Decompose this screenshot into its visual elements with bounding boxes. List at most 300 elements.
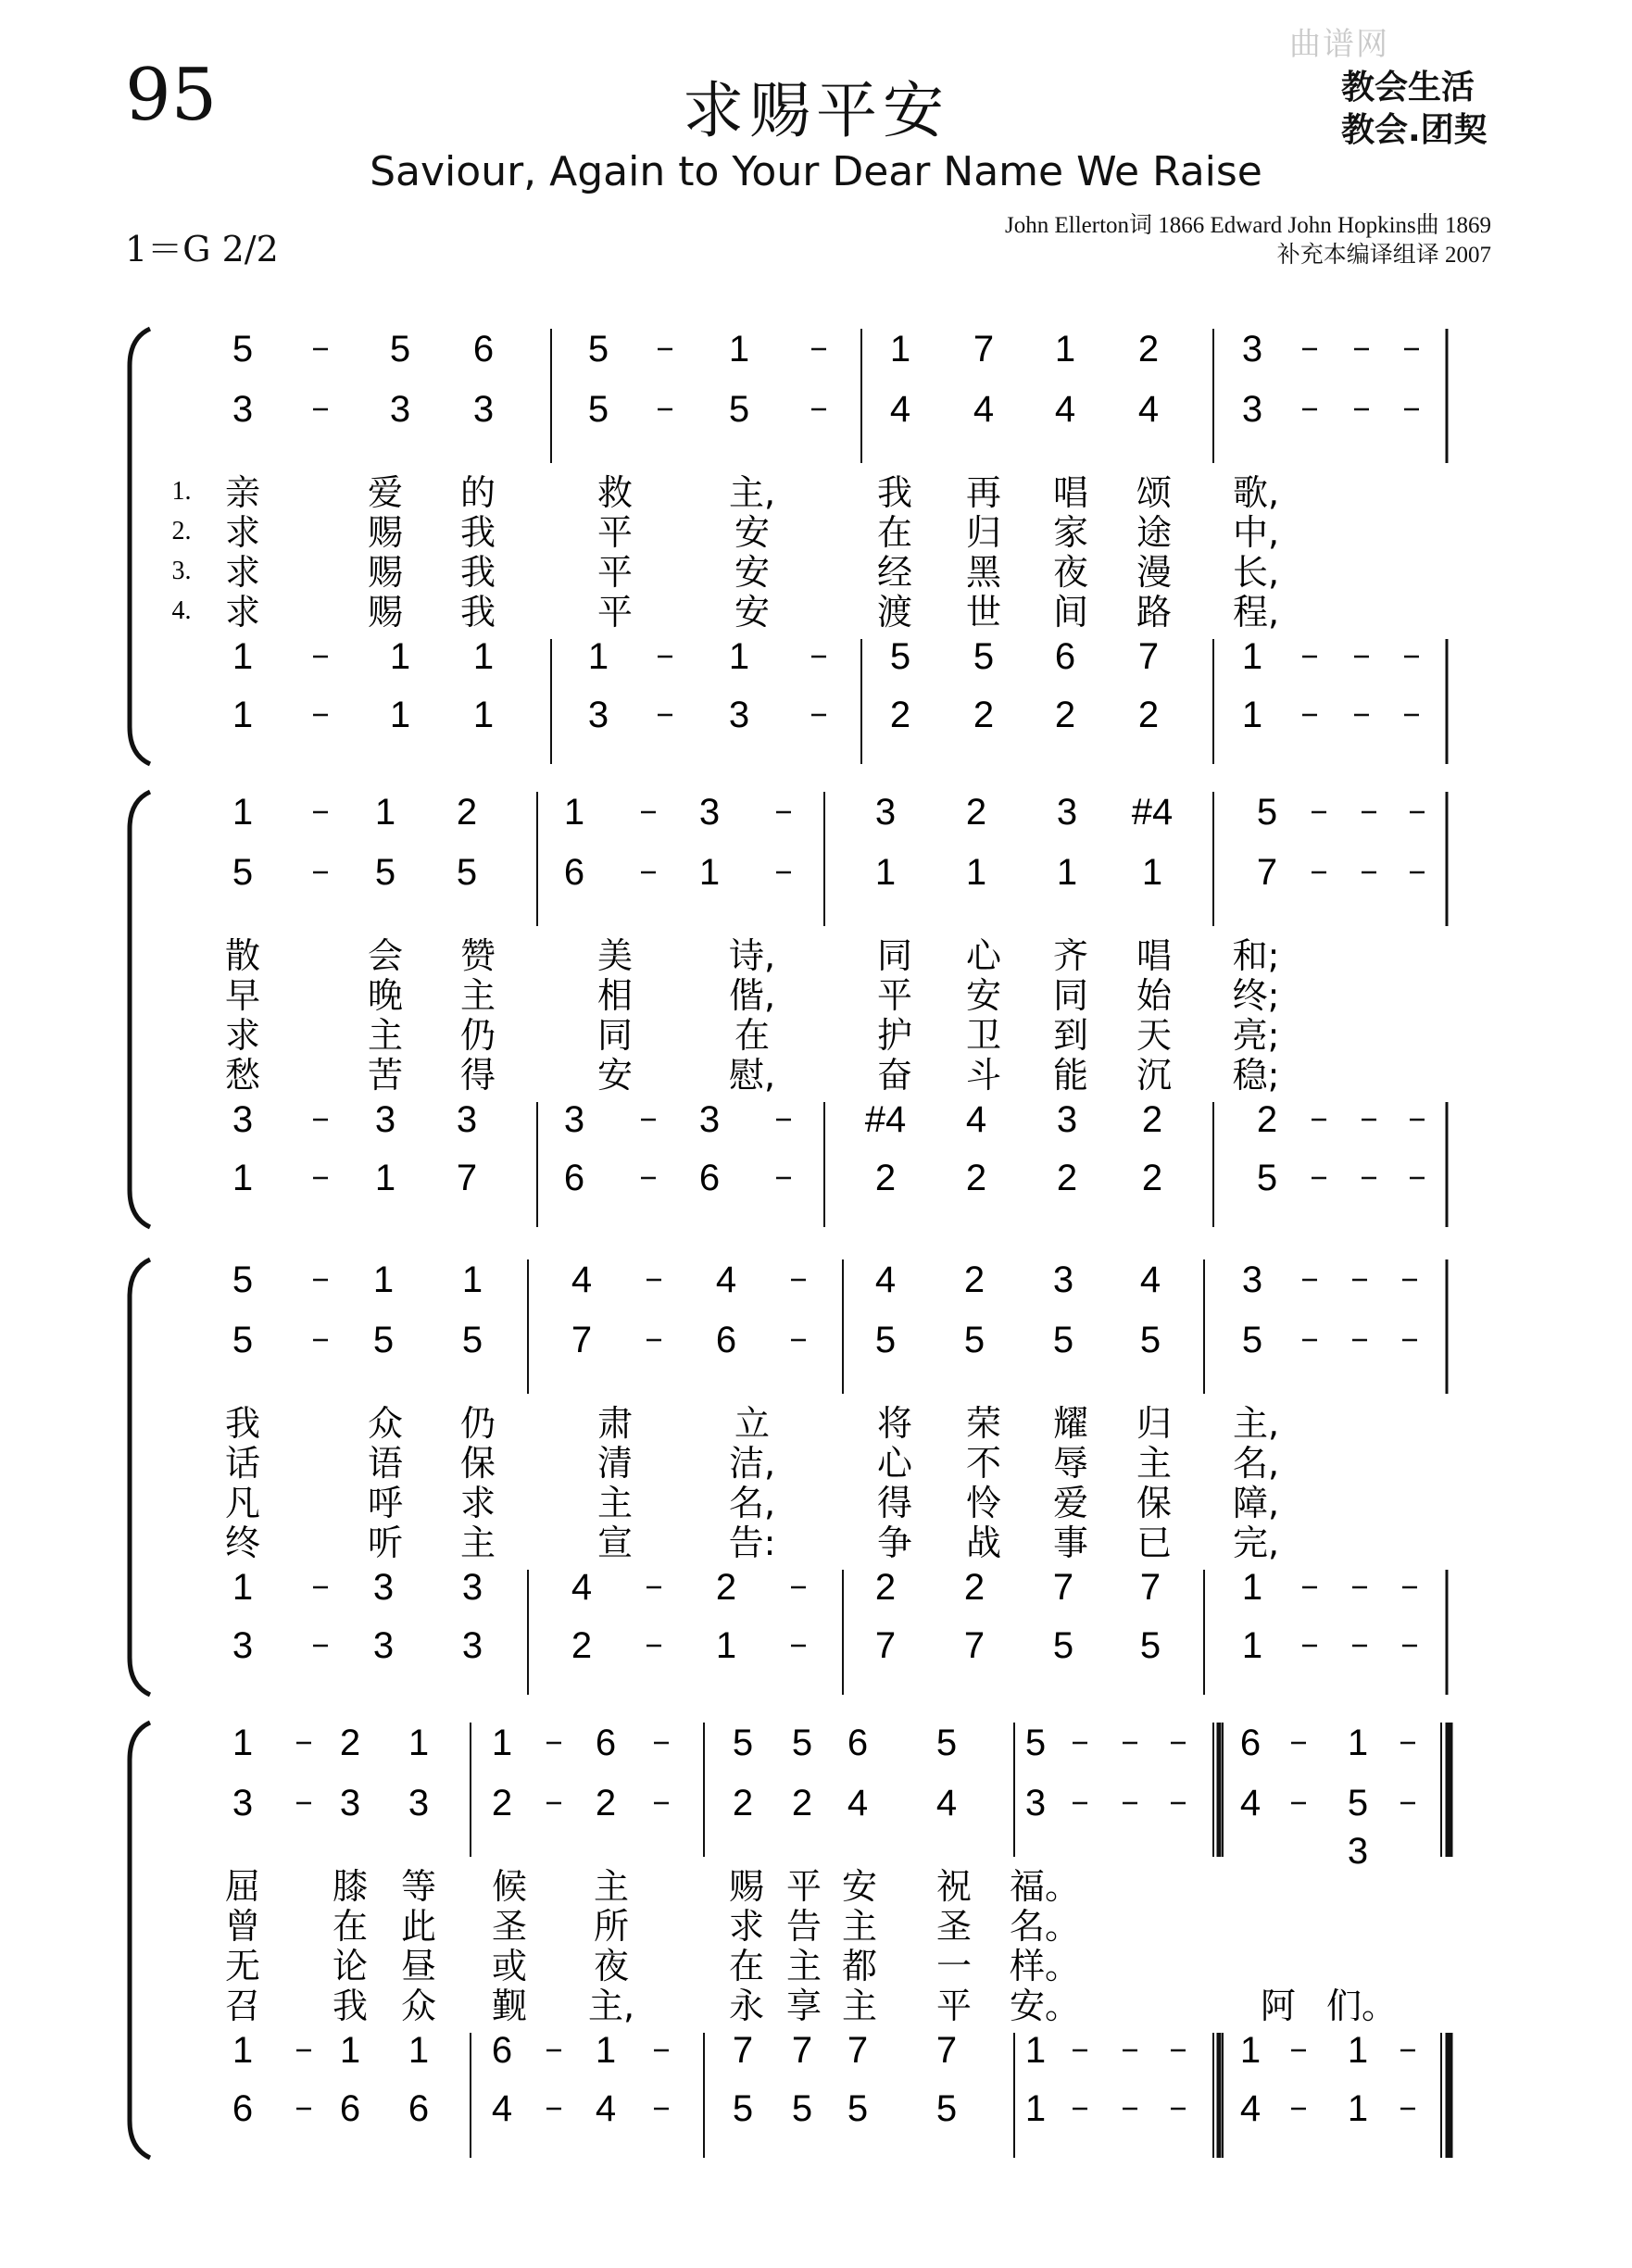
lyric-syllable: 在 <box>332 1906 369 1947</box>
lyric-syllable: 平 <box>876 975 913 1016</box>
soprano-note: 6 <box>1239 1723 1262 1763</box>
bass-note: 5 <box>732 2088 754 2129</box>
lyric-syllable: 事 <box>1052 1522 1089 1563</box>
soprano-note: 5 <box>1256 792 1278 833</box>
lyric-syllable: 慰, <box>728 1055 776 1096</box>
lyric-syllable: 候 <box>491 1866 528 1907</box>
soprano-note: 6 <box>595 1723 617 1763</box>
lyric-syllable: 同 <box>876 935 913 976</box>
lyric-syllable: 渡 <box>876 592 913 633</box>
bass-note: 6 <box>563 1158 585 1198</box>
lyric-syllable: 主, <box>587 1986 635 2026</box>
system-bracket-3 <box>130 1259 150 1695</box>
tenor-note: 3 <box>456 1099 478 1140</box>
lyric-syllable: 赐 <box>367 512 404 553</box>
system-bracket-4 <box>130 1723 150 2158</box>
lyric-syllable: 长, <box>1232 552 1280 593</box>
lyric-syllable: 奋 <box>876 1055 913 1096</box>
lyric-syllable: 告 <box>785 1906 822 1947</box>
lyric-syllable: 早 <box>224 975 261 1016</box>
tenor-note: 1 <box>232 2030 254 2071</box>
bass-note: 7 <box>963 1625 985 1666</box>
tenor-note: 3 <box>374 1099 396 1140</box>
hymn-title-english: Saviour, Again to Your Dear Name We Raise <box>370 148 1262 195</box>
alto-note: 3 <box>232 1783 254 1823</box>
tenor-note: 1 <box>1024 2030 1047 2071</box>
soprano-note: 5 <box>1024 1723 1047 1763</box>
alto-note: 5 <box>1052 1320 1074 1360</box>
lyric-syllable: 语 <box>367 1443 404 1484</box>
alto-note: 3 <box>339 1783 361 1823</box>
alto-note: 1 <box>965 852 987 893</box>
lyric-syllable: 保 <box>1136 1483 1173 1523</box>
lyric-syllable: 宣 <box>596 1522 634 1563</box>
tenor-note: 1 <box>1347 2030 1369 2071</box>
lyric-syllable: 再 <box>965 472 1002 513</box>
soprano-note: 6 <box>472 329 495 370</box>
lyric-syllable: 安 <box>965 975 1002 1016</box>
lyric-syllable: 名。 <box>1009 1906 1081 1947</box>
lyric-syllable: 颂 <box>1136 472 1173 513</box>
credits-composer: John Ellerton词 1866 Edward John Hopkins曲 1869 <box>1005 213 1491 238</box>
lyric-syllable: 晚 <box>367 975 404 1016</box>
lyric-syllable: 在 <box>876 512 913 553</box>
lyric-syllable: 终; <box>1232 975 1280 1016</box>
lyric-syllable: 能 <box>1052 1055 1089 1096</box>
lyric-syllable: 求 <box>728 1906 765 1947</box>
lyric-syllable: 安 <box>596 1055 634 1096</box>
bass-note: 6 <box>698 1158 721 1198</box>
lyric-syllable: 样。 <box>1009 1946 1081 1986</box>
bass-note: 4 <box>1239 2088 1262 2129</box>
soprano-note: 2 <box>965 792 987 833</box>
lyric-syllable: 安 <box>734 512 771 553</box>
lyric-syllable: 苦 <box>367 1055 404 1096</box>
soprano-note: 3 <box>1052 1259 1074 1300</box>
soprano-note: 1 <box>1054 329 1076 370</box>
alto-note: 7 <box>1256 852 1278 893</box>
bass-note: 2 <box>1137 695 1160 735</box>
lyric-syllable: 夜 <box>593 1946 630 1986</box>
lyric-syllable: 中, <box>1232 512 1280 553</box>
bass-note: 2 <box>889 695 911 735</box>
lyric-syllable: 求 <box>459 1483 496 1523</box>
bass-note: 6 <box>232 2088 254 2129</box>
bass-note: 2 <box>1141 1158 1163 1198</box>
bass-note: 1 <box>1241 695 1263 735</box>
lyric-syllable: 觐 <box>491 1986 528 2026</box>
alto-note: 4 <box>935 1783 958 1823</box>
lyric-syllable: 昼 <box>400 1946 437 1986</box>
lyric-syllable: 无 <box>224 1946 261 1986</box>
bass-note: 7 <box>456 1158 478 1198</box>
lyric-syllable: 归 <box>1136 1403 1173 1444</box>
lyric-syllable: 此 <box>400 1906 437 1947</box>
lyric-syllable: 一 <box>935 1946 973 1986</box>
lyric-syllable: 主 <box>596 1483 634 1523</box>
alto-note: 5 <box>456 852 478 893</box>
soprano-note: 1 <box>232 1723 254 1763</box>
alto-note: 3 <box>1024 1783 1047 1823</box>
alto-note: 3 <box>389 389 411 430</box>
lyric-syllable: 程, <box>1232 592 1280 633</box>
alto-note: 1 <box>698 852 721 893</box>
soprano-note: 3 <box>874 792 897 833</box>
bass-note: 2 <box>1056 1158 1078 1198</box>
lyric-syllable: 求 <box>224 512 261 553</box>
lyric-syllable: 间 <box>1052 592 1089 633</box>
alto-note: 5 <box>1139 1320 1161 1360</box>
tenor-note: 7 <box>732 2030 754 2071</box>
alto-note: 4 <box>1137 389 1160 430</box>
lyric-syllable: 主 <box>459 975 496 1016</box>
lyric-syllable: 唱 <box>1136 935 1173 976</box>
system-bracket-1 <box>130 329 150 764</box>
bass-note: 1 <box>374 1158 396 1198</box>
soprano-note: 5 <box>587 329 609 370</box>
lyric-syllable: 呼 <box>367 1483 404 1523</box>
category-line-2: 教会.团契 <box>1341 111 1488 149</box>
tenor-note: 1 <box>408 2030 430 2071</box>
lyric-syllable: 经 <box>876 552 913 593</box>
alto-note: 5 <box>232 852 254 893</box>
tenor-note: 1 <box>587 636 609 677</box>
lyric-syllable: 救 <box>596 472 634 513</box>
lyric-syllable: 等 <box>400 1866 437 1907</box>
alto-note: 6 <box>715 1320 737 1360</box>
tenor-note: 7 <box>1137 636 1160 677</box>
lyric-syllable: 洁, <box>728 1443 776 1484</box>
alto-note: 5 <box>461 1320 483 1360</box>
amen-syllable: 阿 <box>1260 1986 1297 2026</box>
lyric-syllable: 安。 <box>1009 1986 1081 2026</box>
lyric-syllable: 心 <box>876 1443 913 1484</box>
bass-note: 6 <box>408 2088 430 2129</box>
lyric-syllable: 赞 <box>459 935 496 976</box>
lyric-syllable: 话 <box>224 1443 261 1484</box>
lyric-syllable: 主 <box>841 1986 878 2026</box>
lyric-syllable: 听 <box>367 1522 404 1563</box>
lyric-syllable: 享 <box>785 1986 822 2026</box>
soprano-note: 3 <box>1056 792 1078 833</box>
lyric-syllable: 辱 <box>1052 1443 1089 1484</box>
verse-number: 1. <box>171 477 192 506</box>
lyric-syllable: 护 <box>876 1015 913 1056</box>
lyric-syllable: 终 <box>224 1522 261 1563</box>
lyric-syllable: 我 <box>459 552 496 593</box>
lyric-syllable: 平 <box>596 552 634 593</box>
lyric-syllable: 安 <box>734 552 771 593</box>
soprano-note: 2 <box>339 1723 361 1763</box>
bass-note: 2 <box>965 1158 987 1198</box>
bass-note: 1 <box>389 695 411 735</box>
tenor-note: 1 <box>595 2030 617 2071</box>
soprano-note: 2 <box>1137 329 1160 370</box>
lyric-syllable: 偕, <box>728 975 776 1016</box>
soprano-note: 2 <box>963 1259 985 1300</box>
tenor-note: 3 <box>1056 1099 1078 1140</box>
watermark-logo: 曲谱网 <box>1289 26 1389 63</box>
lyric-syllable: 在 <box>734 1015 771 1056</box>
soprano-note: 1 <box>408 1723 430 1763</box>
soprano-note: 4 <box>571 1259 593 1300</box>
lyric-syllable: 安 <box>841 1866 878 1907</box>
alto-note: 5 <box>1347 1783 1369 1823</box>
lyric-syllable: 安 <box>734 592 771 633</box>
lyric-syllable: 在 <box>728 1946 765 1986</box>
lyric-syllable: 同 <box>1052 975 1089 1016</box>
soprano-note: 1 <box>372 1259 395 1300</box>
soprano-note: 1 <box>461 1259 483 1300</box>
bass-note: 3 <box>587 695 609 735</box>
lyric-syllable: 圣 <box>935 1906 973 1947</box>
tenor-note: 1 <box>728 636 750 677</box>
alto-note: 1 <box>874 852 897 893</box>
alto-note: 4 <box>889 389 911 430</box>
lyric-syllable: 和; <box>1232 935 1280 976</box>
alto-note: 3 <box>232 389 254 430</box>
lyric-syllable: 平 <box>785 1866 822 1907</box>
lyric-syllable: 的 <box>459 472 496 513</box>
tenor-note: 1 <box>472 636 495 677</box>
lyric-syllable: 立 <box>734 1403 771 1444</box>
alto-note: 2 <box>491 1783 513 1823</box>
tenor-note: 2 <box>1141 1099 1163 1140</box>
lyric-syllable: 相 <box>596 975 634 1016</box>
tenor-note: 3 <box>698 1099 721 1140</box>
hymn-title-chinese: 求赐平安 <box>683 75 949 146</box>
bass-note: 7 <box>874 1625 897 1666</box>
bass-note: 1 <box>1024 2088 1047 2129</box>
lyric-syllable: 稳; <box>1232 1055 1280 1096</box>
alto-note: 6 <box>563 852 585 893</box>
hymn-number: 95 <box>125 54 218 137</box>
alto-note: 5 <box>372 1320 395 1360</box>
soprano-note: 1 <box>232 792 254 833</box>
tenor-note: 1 <box>1241 636 1263 677</box>
lyric-syllable: 名, <box>1232 1443 1280 1484</box>
lyric-syllable: 爱 <box>367 472 404 513</box>
lyric-syllable: 将 <box>876 1403 913 1444</box>
lyric-syllable: 圣 <box>491 1906 528 1947</box>
lyric-syllable: 仍 <box>459 1015 496 1056</box>
lyric-syllable: 或 <box>491 1946 528 1986</box>
lyric-syllable: 主 <box>367 1015 404 1056</box>
key-signature: 1＝G 2/2 <box>125 229 279 269</box>
bass-note: 5 <box>847 2088 869 2129</box>
bass-note: 1 <box>232 695 254 735</box>
soprano-note: 4 <box>874 1259 897 1300</box>
lyric-syllable: 肃 <box>596 1403 634 1444</box>
soprano-note: 5 <box>935 1723 958 1763</box>
lyric-syllable: 亮; <box>1232 1015 1280 1056</box>
tenor-note: #4 <box>864 1099 907 1140</box>
soprano-note: 1 <box>563 792 585 833</box>
soprano-note: 1 <box>491 1723 513 1763</box>
lyric-syllable: 求 <box>224 1015 261 1056</box>
lyric-syllable: 耀 <box>1052 1403 1089 1444</box>
verse-number: 3. <box>171 557 192 585</box>
lyric-syllable: 唱 <box>1052 472 1089 513</box>
lyric-syllable: 告: <box>728 1522 776 1563</box>
soprano-note: 1 <box>374 792 396 833</box>
lyric-syllable: 争 <box>876 1522 913 1563</box>
tenor-note: 4 <box>965 1099 987 1140</box>
tenor-note: 3 <box>461 1567 483 1608</box>
soprano-note: 5 <box>389 329 411 370</box>
alto-note: 5 <box>374 852 396 893</box>
lyric-syllable: 完, <box>1232 1522 1280 1563</box>
lyric-syllable: 沉 <box>1136 1055 1173 1096</box>
lyric-syllable: 福。 <box>1009 1866 1081 1907</box>
tenor-note: 5 <box>889 636 911 677</box>
bass-note: 3 <box>461 1625 483 1666</box>
lyric-syllable: 卫 <box>965 1015 1002 1056</box>
soprano-note: 5 <box>232 1259 254 1300</box>
lyric-syllable: 齐 <box>1052 935 1089 976</box>
bass-note: 1 <box>715 1625 737 1666</box>
bass-note: 5 <box>791 2088 813 2129</box>
lyric-syllable: 家 <box>1052 512 1089 553</box>
soprano-note: 5 <box>732 1723 754 1763</box>
lyric-syllable: 始 <box>1136 975 1173 1016</box>
alto-note: 5 <box>728 389 750 430</box>
soprano-note: 1 <box>728 329 750 370</box>
lyric-syllable: 障, <box>1232 1483 1280 1523</box>
alto-note: 2 <box>791 1783 813 1823</box>
alto-note: 5 <box>1241 1320 1263 1360</box>
soprano-note: 3 <box>1241 329 1263 370</box>
soprano-note: 7 <box>973 329 995 370</box>
bass-note: 1 <box>232 1158 254 1198</box>
alto-note: 5 <box>874 1320 897 1360</box>
lyric-syllable: 平 <box>596 512 634 553</box>
lyric-syllable: 黑 <box>965 552 1002 593</box>
lyric-syllable: 主, <box>1232 1403 1280 1444</box>
lyric-syllable: 赐 <box>367 592 404 633</box>
tenor-note: 1 <box>339 2030 361 2071</box>
lyric-syllable: 主 <box>841 1906 878 1947</box>
lyric-syllable: 我 <box>459 592 496 633</box>
lyric-syllable: 愁 <box>224 1055 261 1096</box>
bass-note: 3 <box>232 1625 254 1666</box>
lyric-syllable: 美 <box>596 935 634 976</box>
bass-note: 1 <box>472 695 495 735</box>
lyric-syllable: 歌, <box>1232 472 1280 513</box>
tenor-note: 2 <box>963 1567 985 1608</box>
lyric-syllable: 路 <box>1136 592 1173 633</box>
alto-note: 4 <box>973 389 995 430</box>
soprano-note: 3 <box>1241 1259 1263 1300</box>
alto-note: 5 <box>232 1320 254 1360</box>
lyric-syllable: 荣 <box>965 1403 1002 1444</box>
system-bracket-2 <box>130 792 150 1227</box>
lyric-syllable: 清 <box>596 1443 634 1484</box>
tenor-note: 7 <box>1052 1567 1074 1608</box>
lyric-syllable: 我 <box>876 472 913 513</box>
category-line-1: 教会生活 <box>1341 69 1475 107</box>
lyric-syllable: 心 <box>965 935 1002 976</box>
alto-note: 5 <box>963 1320 985 1360</box>
tenor-note: 1 <box>232 636 254 677</box>
alto-note: 1 <box>1056 852 1078 893</box>
lyric-syllable: 归 <box>965 512 1002 553</box>
lyric-syllable: 主 <box>593 1866 630 1907</box>
tenor-note: 5 <box>973 636 995 677</box>
bass-note: 6 <box>339 2088 361 2129</box>
alto-note: 1 <box>1141 852 1163 893</box>
soprano-note: 5 <box>232 329 254 370</box>
tenor-note: 6 <box>491 2030 513 2071</box>
soprano-note: 1 <box>1347 1723 1369 1763</box>
tenor-note: 7 <box>935 2030 958 2071</box>
amen-syllable: 们。 <box>1325 1986 1398 2026</box>
lyric-syllable: 到 <box>1052 1015 1089 1056</box>
lyric-syllable: 我 <box>332 1986 369 2026</box>
bass-note: 1 <box>1347 2088 1369 2129</box>
lyric-syllable: 保 <box>459 1443 496 1484</box>
lyric-syllable: 世 <box>965 592 1002 633</box>
verse-number: 2. <box>171 517 192 545</box>
lyric-syllable: 永 <box>728 1986 765 2026</box>
lyric-syllable: 已 <box>1136 1522 1173 1563</box>
lyric-syllable: 屈 <box>224 1866 261 1907</box>
lyric-syllable: 得 <box>459 1055 496 1096</box>
tenor-note: 1 <box>1241 1567 1263 1608</box>
soprano-note: 4 <box>715 1259 737 1300</box>
tenor-note: 2 <box>874 1567 897 1608</box>
lyric-syllable: 夜 <box>1052 552 1089 593</box>
bass-note: 2 <box>1054 695 1076 735</box>
lyric-syllable: 召 <box>224 1986 261 2026</box>
tenor-note: 7 <box>791 2030 813 2071</box>
alto-note: 4 <box>1239 1783 1262 1823</box>
lyric-syllable: 平 <box>935 1986 973 2026</box>
alto-note: 3 <box>1241 389 1263 430</box>
lyric-syllable: 我 <box>459 512 496 553</box>
tenor-note: 2 <box>715 1567 737 1608</box>
bass-note: 3 <box>728 695 750 735</box>
soprano-note: #4 <box>1131 792 1174 833</box>
soprano-note: 1 <box>889 329 911 370</box>
soprano-note: 3 <box>698 792 721 833</box>
lyric-syllable: 论 <box>332 1946 369 1986</box>
tenor-note: 3 <box>563 1099 585 1140</box>
alto-note: 2 <box>732 1783 754 1823</box>
bass-note: 3 <box>372 1625 395 1666</box>
lyric-syllable: 漫 <box>1136 552 1173 593</box>
lyric-syllable: 散 <box>224 935 261 976</box>
tenor-note: 6 <box>1054 636 1076 677</box>
tenor-note: 7 <box>1139 1567 1161 1608</box>
lyric-syllable: 天 <box>1136 1015 1173 1056</box>
lyric-syllable: 仍 <box>459 1403 496 1444</box>
lyric-syllable: 亲 <box>224 472 261 513</box>
lyric-syllable: 主, <box>728 472 776 513</box>
lyric-syllable: 曾 <box>224 1906 261 1947</box>
bass-note: 4 <box>491 2088 513 2129</box>
lyric-syllable: 得 <box>876 1483 913 1523</box>
lyric-syllable: 凡 <box>224 1483 261 1523</box>
lyric-syllable: 我 <box>224 1403 261 1444</box>
bass-note: 2 <box>874 1158 897 1198</box>
lyric-syllable: 祝 <box>935 1866 973 1907</box>
alto-extra-note: 3 <box>1347 1831 1369 1872</box>
lyric-syllable: 都 <box>841 1946 878 1986</box>
lyric-syllable: 所 <box>593 1906 630 1947</box>
lyric-syllable: 诗, <box>728 935 776 976</box>
bass-note: 5 <box>1139 1625 1161 1666</box>
